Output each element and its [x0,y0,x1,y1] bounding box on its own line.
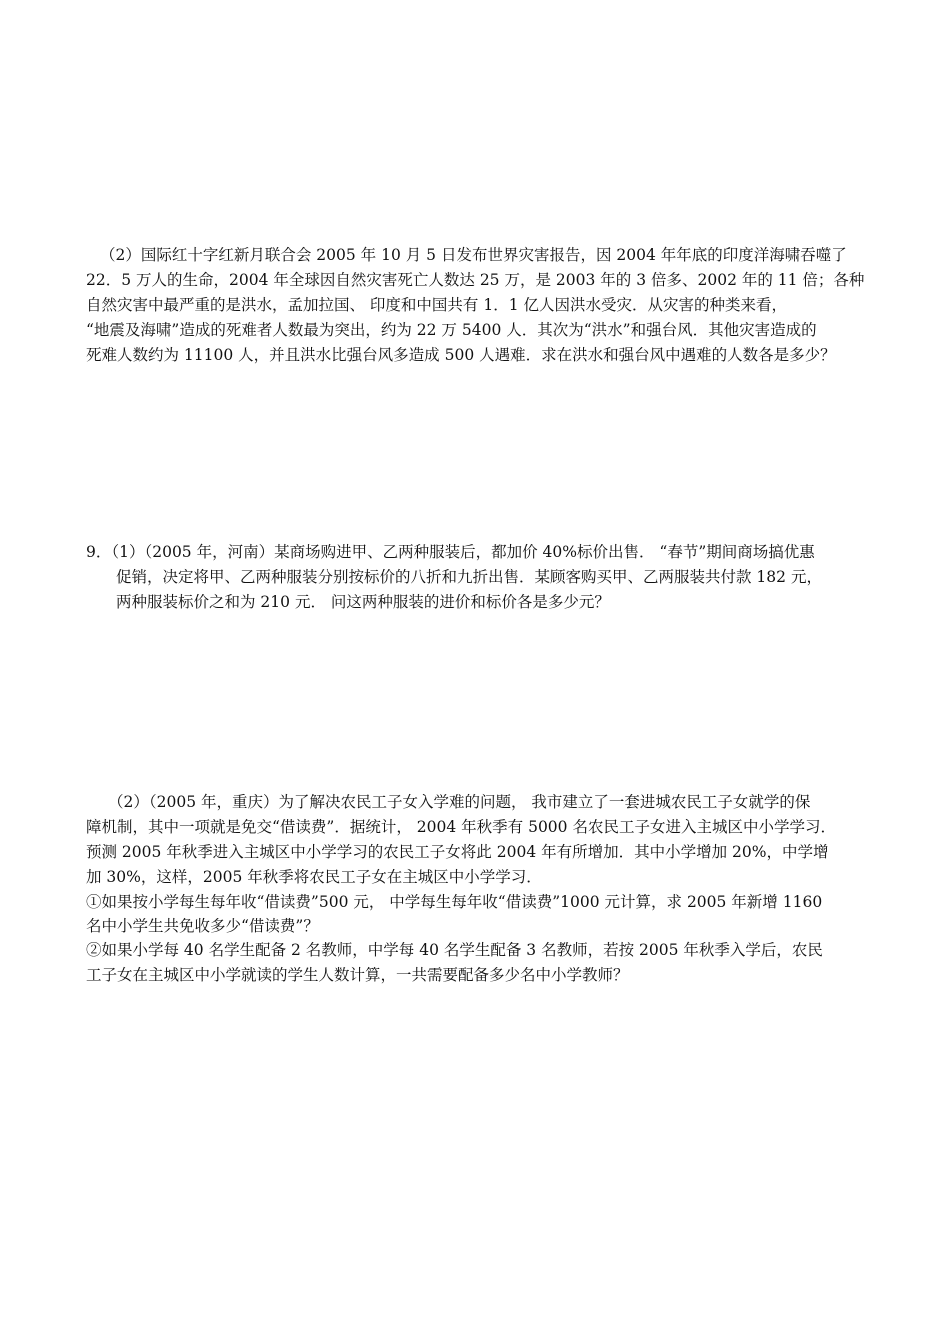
text-line: 22．5 万人的生命，2004 年全球因自然灾害死亡人数达 25 万，是 2003 年的 3 倍多、2002 年的 11 倍；各种 [86,271,865,289]
text-line: “地震及海啸”造成的死难者人数最为突出，约为 22 万 5400 人．其次为“洪水”和强台风．其他灾害造成的 [86,321,817,339]
problem-9-part-1 [86,540,876,615]
text-line: 9．（1）（2005 年，河南）某商场购进甲、乙两种服装后，都加价 40%标价出售． “春节”期间商场搞优惠 [86,543,815,561]
problem-8-part-2 [86,243,876,368]
text-line: 障机制，其中一项就是免交“借读费”．据统计， 2004 年秋季有 5000 名农民工子女进入主城区中小学学习． [86,818,836,836]
problem-9-part-2 [86,790,876,988]
text-line: （2）国际红十字红新月联合会 2005 年 10 月 5 日发布世界灾害报告，因 2004 年年底的印度洋海啸吞噬了 [100,246,847,264]
text-line: 自然灾害中最严重的是洪水，孟加拉国、 印度和中国共有 1．1 亿人因洪水受灾．从灾害的种类来看， [86,296,788,314]
text-line: ①如果按小学每生每年收“借读费”500 元， 中学每生每年收“借读费”1000 元计算，求 2005 年新增 1160 [86,893,823,911]
text-line: 死难人数约为 11100 人，并且洪水比强台风多造成 500 人遇难．求在洪水和强台风中遇难的人数各是多少？ [86,346,836,364]
text-line: （2）（2005 年，重庆）为了解决农民工子女入学难的问题， 我市建立了一套进城农民工子女就学的保 [108,793,811,811]
text-line: 加 30%，这样，2005 年秋季将农民工子女在主城区中小学学习． [86,868,542,886]
text-line: 名中小学生共免收多少“借读费”？ [86,917,319,935]
text-line: 促销，决定将甲、乙两种服装分别按标价的八折和九折出售．某顾客购买甲、乙两服装共付款 182 元， [116,568,822,586]
text-line: 工子女在主城区中小学就读的学生人数计算，一共需要配备多少名中小学教师？ [86,966,629,984]
text-line: 预测 2005 年秋季进入主城区中小学学习的农民工子女将此 2004 年有所增加．其中小学增加 20%，中学增 [86,843,829,861]
text-line: 两种服装标价之和为 210 元． 问这两种服装的进价和标价各是多少元？ [116,593,610,611]
text-line: ②如果小学每 40 名学生配备 2 名教师，中学每 40 名学生配备 3 名教师，若按 2005 年秋季入学后，农民 [86,941,823,959]
